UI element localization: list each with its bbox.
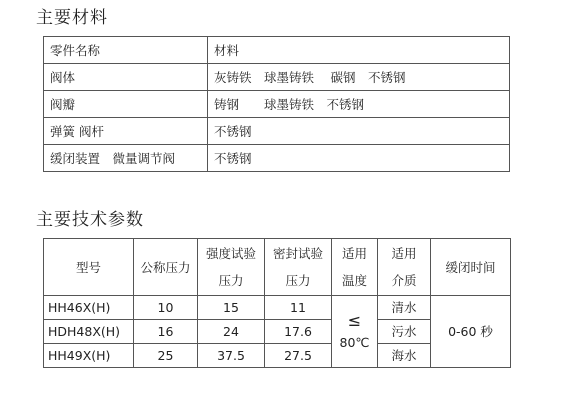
temperature-header xyxy=(332,239,378,296)
params-section-title: 主要技术参数 xyxy=(36,210,144,230)
params-table xyxy=(43,238,511,368)
model-header: 型号 xyxy=(44,239,134,296)
material-header: 材料 xyxy=(208,37,510,64)
materials-row xyxy=(44,91,510,118)
params-row xyxy=(44,296,511,320)
medium-header xyxy=(378,239,431,296)
nominal-pressure-header: 公称压力 xyxy=(134,239,198,296)
material-cell: 不锈钢 xyxy=(208,145,510,172)
seal-test-cell: 27.5 xyxy=(265,344,332,368)
part-name-cell: 阀体 xyxy=(44,64,208,91)
params-header-row xyxy=(44,239,511,296)
seal-test-header-line1: 密封试验 xyxy=(272,246,323,261)
seal-test-header xyxy=(265,239,332,296)
nominal-pressure-cell: 16 xyxy=(134,320,198,344)
materials-row xyxy=(44,145,510,172)
closing-time-header: 缓闭时间 xyxy=(431,239,511,296)
medium-header-line2: 介质 xyxy=(391,273,417,288)
model-cell: HH49X(H) xyxy=(44,344,134,368)
material-cell: 灰铸铁 球墨铸铁 碳钢 不锈钢 xyxy=(208,64,510,91)
temperature-cell xyxy=(332,296,378,368)
materials-row xyxy=(44,64,510,91)
part-name-cell: 缓闭装置 微量调节阀 xyxy=(44,145,208,172)
nominal-pressure-cell: 10 xyxy=(134,296,198,320)
temperature-value: 80℃ xyxy=(339,334,370,350)
materials-header-row xyxy=(44,37,510,64)
seal-test-cell: 17.6 xyxy=(265,320,332,344)
closing-time-cell: 0-60 秒 xyxy=(431,296,511,368)
strength-test-header xyxy=(198,239,265,296)
medium-header-line1: 适用 xyxy=(391,246,417,261)
medium-cell: 清水 xyxy=(378,296,431,320)
part-name-cell: 阀瓣 xyxy=(44,91,208,118)
temperature-symbol: ≤ xyxy=(347,310,362,330)
materials-section-title: 主要材料 xyxy=(36,8,108,28)
medium-cell: 海水 xyxy=(378,344,431,368)
materials-row xyxy=(44,118,510,145)
part-name-cell: 弹簧 阀杆 xyxy=(44,118,208,145)
temperature-header-line2: 温度 xyxy=(341,273,367,288)
seal-test-header-line2: 压力 xyxy=(285,273,311,288)
strength-test-cell: 37.5 xyxy=(198,344,265,368)
material-cell: 铸钢 球墨铸铁 不锈钢 xyxy=(208,91,510,118)
strength-test-cell: 15 xyxy=(198,296,265,320)
materials-table xyxy=(43,36,510,172)
part-name-header: 零件名称 xyxy=(44,37,208,64)
medium-cell: 污水 xyxy=(378,320,431,344)
model-cell: HH46X(H) xyxy=(44,296,134,320)
strength-test-header-line1: 强度试验 xyxy=(205,246,256,261)
material-cell: 不锈钢 xyxy=(208,118,510,145)
seal-test-cell: 11 xyxy=(265,296,332,320)
model-cell: HDH48X(H) xyxy=(44,320,134,344)
strength-test-cell: 24 xyxy=(198,320,265,344)
nominal-pressure-cell: 25 xyxy=(134,344,198,368)
temperature-header-line1: 适用 xyxy=(341,246,367,261)
strength-test-header-line2: 压力 xyxy=(218,273,244,288)
